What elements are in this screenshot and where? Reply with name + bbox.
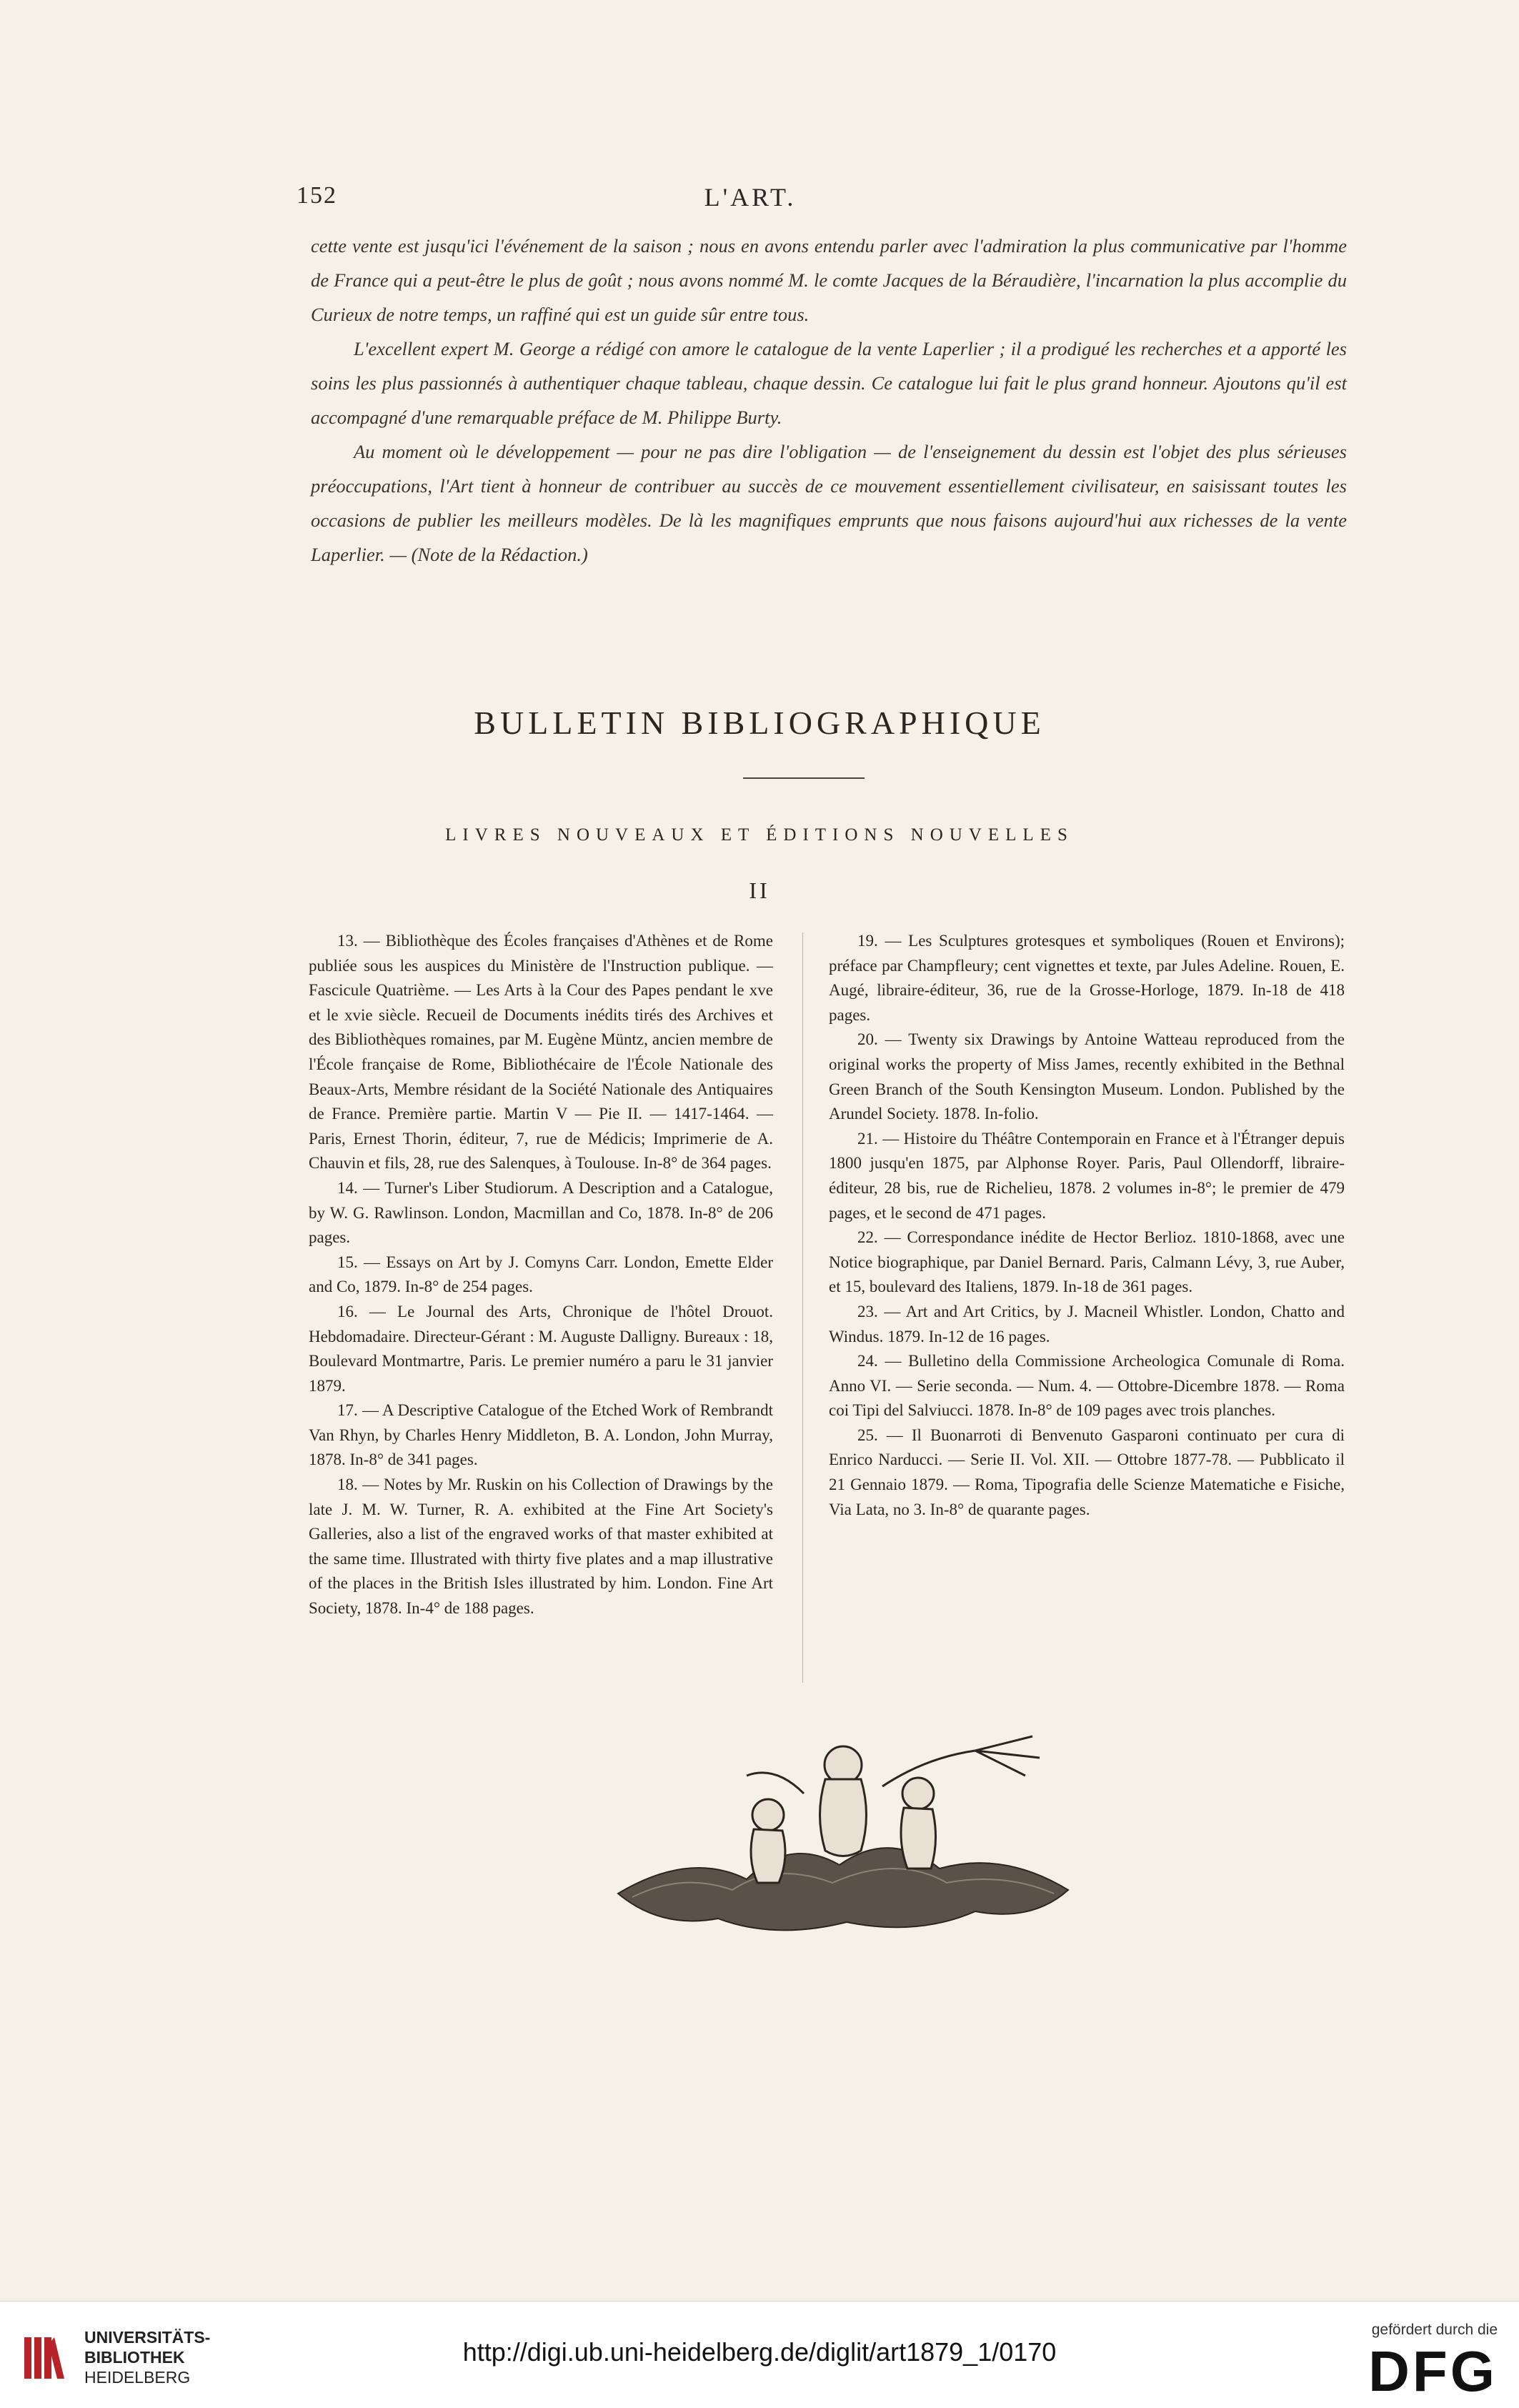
column-divider: [802, 932, 803, 1683]
library-name-line: UNIVERSITÄTS-: [84, 2328, 211, 2347]
right-column: [829, 929, 1345, 1522]
running-header: [297, 182, 1204, 225]
part-numeral: II: [749, 877, 770, 903]
intro-paragraph: Au moment où le développement — pour ne pas dire l'obligation — de l'enseignement du dessin est l'objet des plus sérieuses préoccupations, l'Art tient à honneur de contribuer au succès de ce mouvement essentiellement civilisateur, en saisissant toutes les occasions de publier les meilleurs modèles. De là les magnifiques emprunts que nous faisons aujourd'hui aux richesses de la vente Laperlier. — (Note de la Rédaction.): [311, 441, 1347, 565]
bibliography-entry: 15. — Essays on Art by J. Comyns Carr. London, Emette Elder and Co, 1879. In-8° de 254 pages.: [309, 1253, 773, 1296]
bibliography-entry: 17. — A Descriptive Catalogue of the Etched Work of Rembrandt Van Rhyn, by Charles Henry Middleton, B. A. London, John Murray, 1878. In-8° de 341 pages.: [309, 1401, 773, 1469]
intro-text: [311, 229, 1347, 572]
dfg-logo: DFG: [1368, 2339, 1498, 2403]
section-title: BULLETIN BIBLIOGRAPHIQUE: [474, 705, 1045, 741]
title-rule: [743, 777, 865, 779]
bibliography-entry: 20. — Twenty six Drawings by Antoine Watteau reproduced from the original works the property of Miss James, recently exhibited in the Bethnal Green Branch of the South Kensington Museum. London. Published by the Arundel Society. 1878. In-folio.: [829, 1030, 1345, 1123]
bibliography-entry: 24. — Bulletino della Commissione Archeologica Comunale di Roma. Anno VI. — Serie seconda. — Num. 4. — Ottobre-Dicembre 1878. — Roma coi Tipi del Salviucci. 1878. In-8° de 109 pages avec trois planches.: [829, 1352, 1345, 1420]
bibliography-entry: 13. — Bibliothèque des Écoles françaises d'Athènes et de Rome publiée sous les auspices du Ministère de l'Instruction publique. — Fascicule Quatrième. — Les Arts à la Cour des Papes pendant le xve et le xvie siècle. Recueil de Documents inédits tirés des Archives et des Bibliothèques romaines, par M. Eugène Müntz, ancien membre de l'École française de Rome, Bibliothécaire de l'École Nationale des Beaux-Arts, Membre résidant de la Société Nationale des Antiquaires de France. Première partie. Martin V — Pie II. — 1417-1464. — Paris, Ernest Thorin, éditeur, 7, rue de Médicis; Imprimerie de A. Chauvin et fils, 28, rue des Salenques, à Toulouse. In-8° de 364 pages.: [309, 932, 773, 1173]
funding-note: gefördert durch die: [1371, 2322, 1498, 2338]
bibliography-entry: 23. — Art and Art Critics, by J. Macneil Whistler. London, Chatto and Windus. 1879. In-12 de 16 pages.: [829, 1302, 1345, 1345]
bibliography-entry: 19. — Les Sculptures grotesques et symboliques (Rouen et Environs); préface par Champfleury; cent vignettes et texte, par Jules Adeline. Rouen, E. Augé, libraire-éditeur, 36, rue de la Grosse-Horloge, 1879. In-18 de 418 pages.: [829, 932, 1345, 1024]
bibliography-entry: 16. — Le Journal des Arts, Chronique de l'hôtel Drouot. Hebdomadaire. Directeur-Gérant : M. Auguste Dalligny. Bureaux : 18, Boulevard Montmartre, Paris. Le premier numéro a paru le 31 janvier 1879.: [309, 1302, 773, 1395]
library-name-line: BIBLIOTHEK: [84, 2348, 185, 2367]
bibliography-entry: 18. — Notes by Mr. Ruskin on his Collection of Drawings by the late J. M. W. Turner, R. A. exhibited at the Fine Art Society's Galleries, also a list of the engraved works of that master exhibited at the same time. Illustrated with thirty five plates and a map illustrative of the places in the British Isles illustrated by him. London. Fine Art Society, 1878. In-4° de 188 pages.: [309, 1476, 773, 1618]
library-name-line: HEIDELBERG: [84, 2368, 191, 2387]
bibliography-entry: 14. — Turner's Liber Studiorum. A Description and a Catalogue, by W. G. Rawlinson. London, Macmillan and Co, 1878. In-8° de 206 pages.: [309, 1178, 773, 1247]
digitization-footer: [0, 2301, 1519, 2408]
bibliography-entry: 21. — Histoire du Théâtre Contemporain en France et à l'Étranger depuis 1800 jusqu'en 1875, par Alphonse Royer. Paris, Paul Ollendorff, libraire-éditeur, 28 bis, rue de Richelieu, 1878. 2 volumes in-8°; le premier de 479 pages, et le second de 471 pages.: [829, 1129, 1345, 1222]
page-number: 152: [297, 182, 337, 209]
left-column: [309, 929, 773, 1621]
permalink-url[interactable]: http://digi.ub.uni-heidelberg.de/diglit/art1879_1/0170: [462, 2337, 1057, 2367]
section-subtitle: LIVRES NOUVEAUX ET ÉDITIONS NOUVELLES: [445, 825, 1074, 845]
putti-ornament-icon: [604, 1708, 1082, 1958]
intro-paragraph: L'excellent expert M. George a rédigé con amore le catalogue de la vente Laperlier ; il a prodigué les recherches et a apporté les soins les plus passionnés à authentiquer chaque tableau, chaque dessin. Ce catalogue lui fait le plus grand honneur. Ajoutons qu'il est accompagné d'une remarquable préface de M. Philippe Burty.: [311, 338, 1347, 428]
journal-title: L'ART.: [704, 183, 797, 212]
intro-paragraph: cette vente est jusqu'ici l'événement de la saison ; nous en avons entendu parler avec l'admiration la plus communicative par l'homme de France qui a peut-être le plus de goût ; nous avons nommé M. le comte Jacques de la Béraudière, l'incarnation la plus accomplie du Curieux de notre temps, un raffiné qui est un guide sûr entre tous.: [311, 235, 1347, 325]
bibliography-entry: 22. — Correspondance inédite de Hector Berlioz. 1810-1868, avec une Notice biographique, par Daniel Bernard. Paris, Calmann Lévy, 3, rue Auber, et 15, boulevard des Italiens, 1879. In-18 de 361 pages.: [829, 1228, 1345, 1296]
bibliography-entry: 25. — Il Buonarroti di Benvenuto Gasparoni continuato per cura di Enrico Narducci. — Serie II. Vol. XII. — Ottobre 1877-78. — Pubblicato il 21 Gennaio 1879. — Roma, Tipografia delle Scienze Matematiche e Fisiche, Via Lata, no 3. In-8° de quarante pages.: [829, 1426, 1345, 1518]
